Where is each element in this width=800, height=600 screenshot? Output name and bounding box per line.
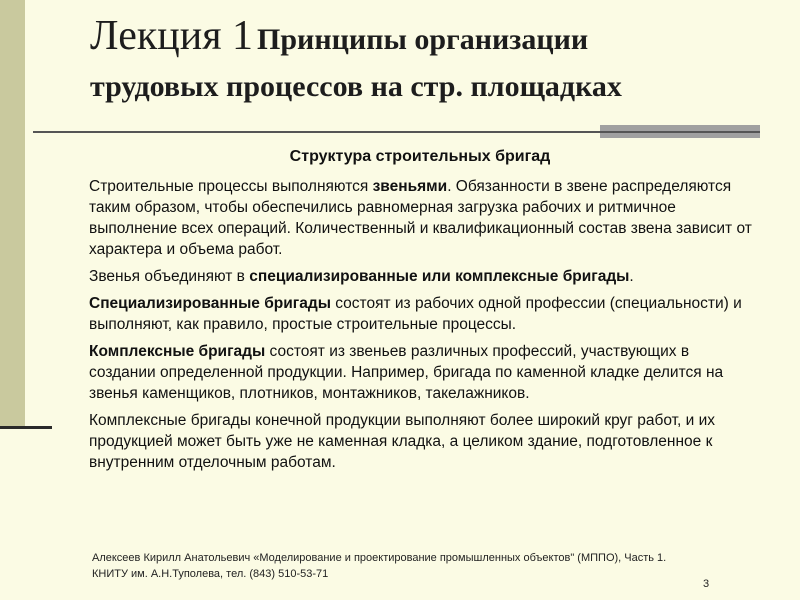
paragraph-4-bold: Комплексные бригады — [89, 343, 266, 360]
paragraph-4-text: состоят из звеньев различных профессий, участвующих в создании определенной продукции. Например, бригада по каменной кладке делится на звенья каменщиков, плотников, монтажников, такелажников. — [89, 343, 724, 402]
paragraph-2 — [89, 266, 759, 287]
paragraph-3-bold: Специализированные бригады — [89, 295, 331, 312]
paragraph-3-text: состоят из рабочих одной профессии (специальности) и выполняют, как правило, простые строительные процессы. — [89, 295, 742, 333]
slide-content — [89, 176, 759, 479]
paragraph-3 — [89, 293, 759, 335]
title-divider — [33, 131, 601, 133]
title-line-2: трудовых процессов на стр. площадках — [90, 70, 622, 103]
paragraph-5-text: Комплексные бригады конечной продукции выполняют более широкий круг работ, и их продукцией может быть уже не каменная кладка, а целиком здание, подготовленное к внутренним отделочным работам. — [89, 412, 716, 471]
paragraph-1-text-a: Строительные процессы выполняются — [89, 178, 373, 195]
page-number: 3 — [703, 578, 710, 590]
left-bar-underline — [0, 426, 52, 429]
footer-line-2: КНИТУ им. А.Н.Туполева, тел. (843) 510-53-71 — [92, 568, 329, 580]
paragraph-4 — [89, 341, 759, 404]
slide-footer — [92, 550, 772, 582]
paragraph-1-text-b: . Обязанности в звене распределяются таким образом, чтобы обеспечились равномерная загрузка рабочих и ритмичное выполнение всех операций. Количественный и квалификационный состав звена зависит от характера и объема работ. — [89, 178, 752, 258]
paragraph-1-bold: звеньями — [372, 178, 448, 195]
title-divider-accent-line — [600, 131, 760, 133]
title-main: Принципы организации — [257, 23, 589, 56]
paragraph-2-bold: специализированные или комплексные бригады — [249, 268, 630, 285]
paragraph-1 — [89, 176, 759, 260]
left-decorative-bar — [0, 0, 25, 428]
slide-subtitle: Структура строительных бригад — [289, 148, 551, 165]
title-lecture: Лекция 1 — [90, 13, 254, 59]
footer-line-1: Алексеев Кирилл Анатольевич «Моделирование и проектирование промышленных объектов" (МППО), Часть 1. — [92, 552, 667, 564]
paragraph-5 — [89, 410, 759, 473]
paragraph-2-text-a: Звенья объединяют в — [89, 268, 250, 285]
paragraph-2-text-b: . — [629, 268, 634, 285]
